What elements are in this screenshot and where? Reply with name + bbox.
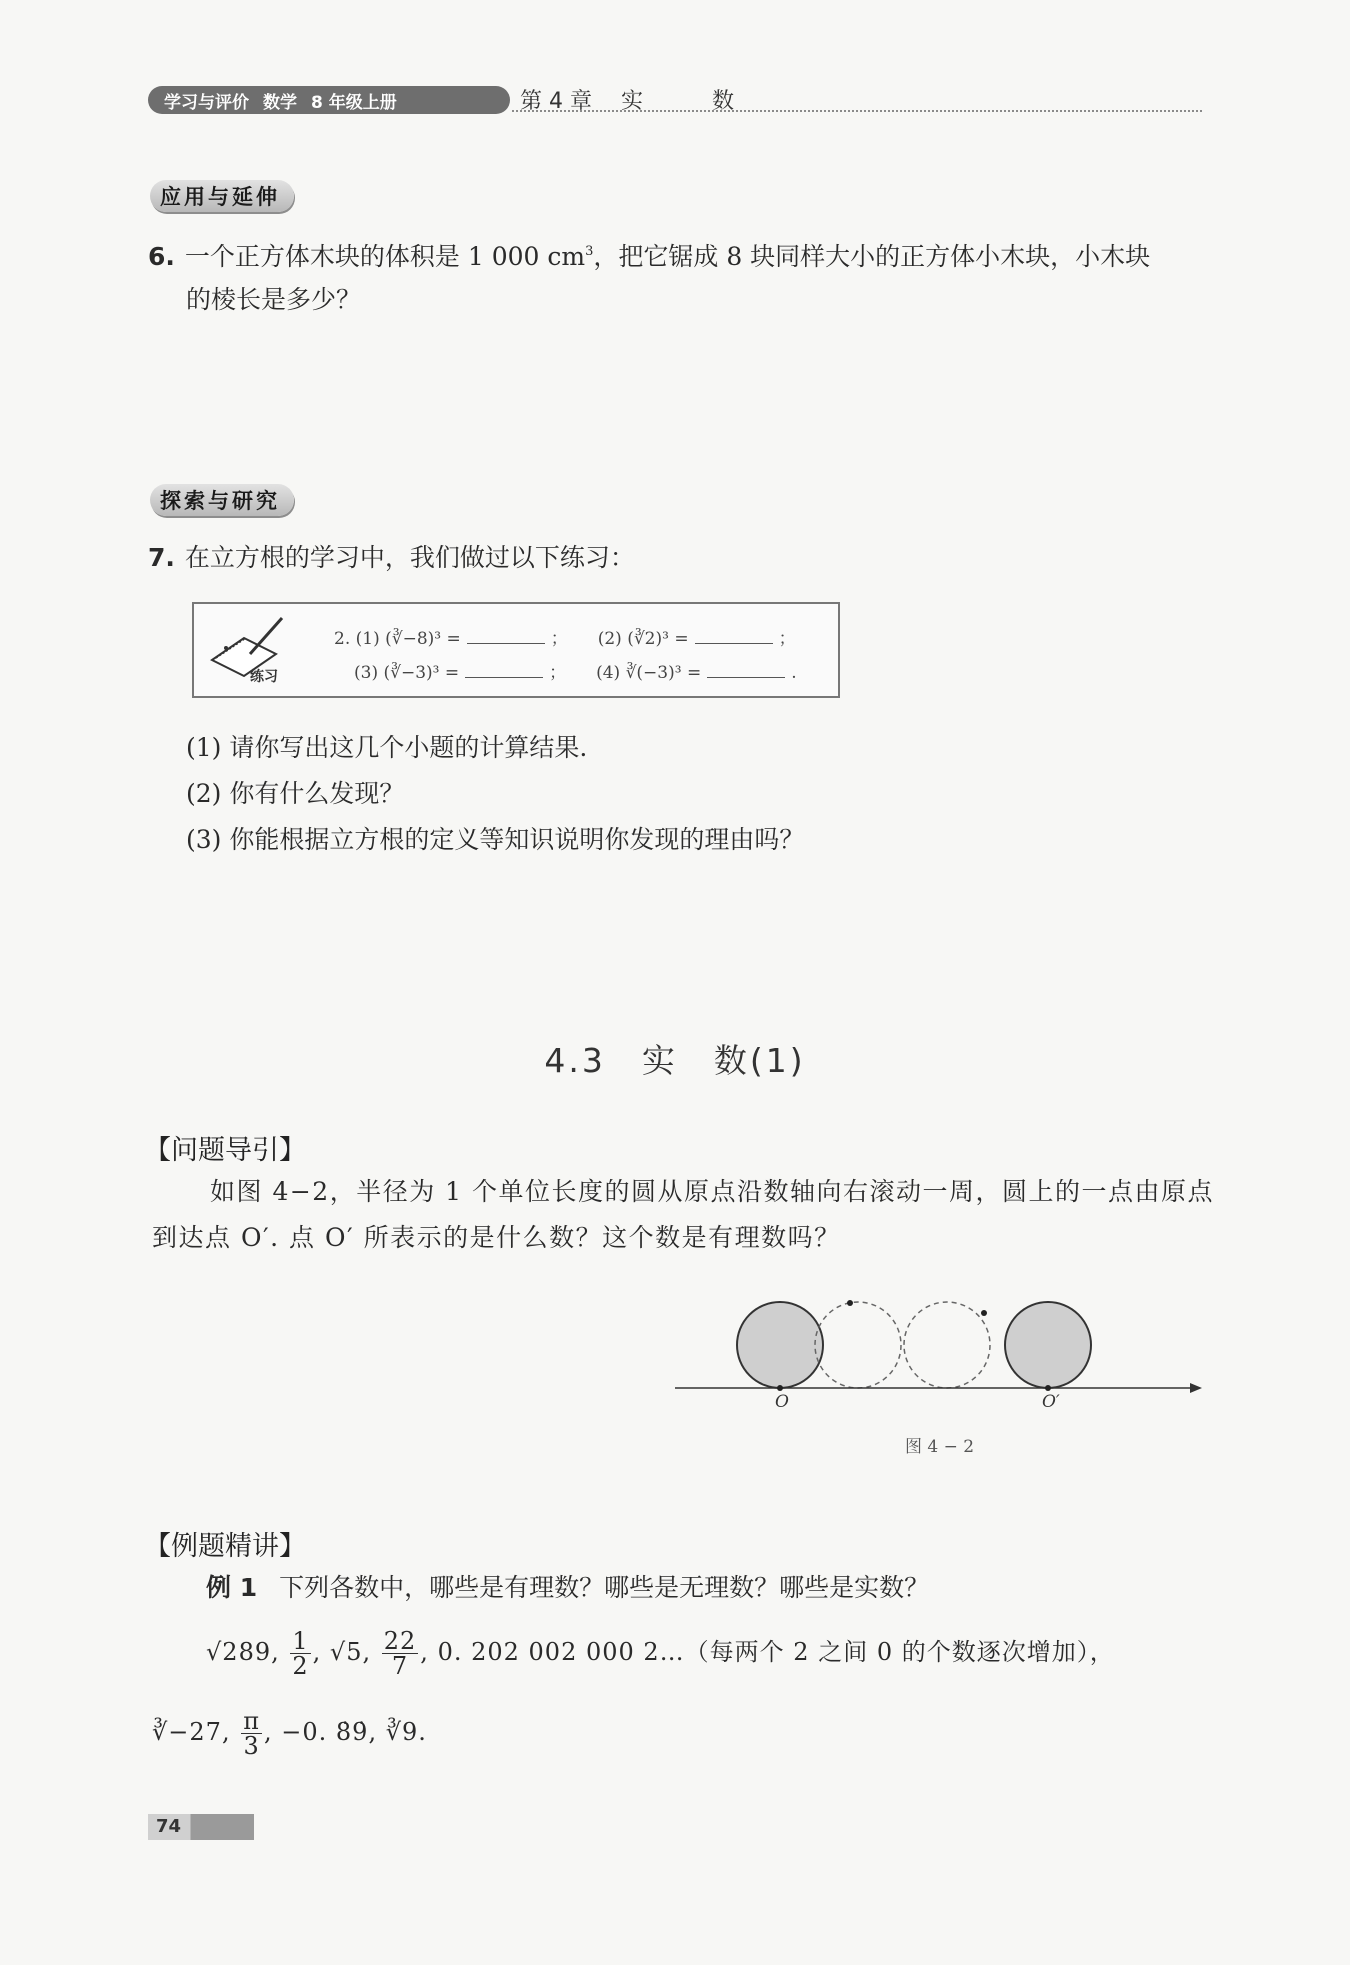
point-marker [847,1300,853,1306]
cube-root-9: ∛9. [385,1718,427,1746]
exercise-2: (2) (∛2)³ = [597,629,689,649]
header-rule [512,110,1202,112]
denominator: 2 [292,1652,309,1680]
repeating-decimal: −0. 8̇9̇ [281,1718,369,1746]
answer-blank [707,677,785,678]
denominator: 3 [243,1732,260,1760]
exercise-1: 2. (1) (∛−8)³ = [334,629,461,649]
question-6-text-a: 一个正方体木块的体积是 1 000 cm [184,242,586,271]
separator: . [791,663,797,683]
answer-blank [695,643,773,644]
fraction-pi-3 [241,1709,262,1758]
decimal-and-note: 0. 202 002 000 2…（每两个 2 之间 0 的个数逐次增加）， [437,1638,1115,1666]
number-list-line-2: ∛−27, $\frac{\pi}{3}$ , −0. 8̇9̇, ∛9. [152,1707,427,1760]
circle-dashed-1 [815,1302,901,1388]
circle-end [1005,1302,1091,1388]
question-7-number: 7. [148,543,175,572]
answer-blank [465,677,543,678]
exercise-row-2 [354,658,797,683]
sub-question-3: (3) 你能根据立方根的定义等知识说明你发现的理由吗？ [186,825,805,854]
number-list-line-1: √289, $\frac{1}{2}$ , √5, $\frac{22}{7}$ , 0. 202 002 000 2…（每两个 2 之间 0 的个数逐次增加）， [206,1627,1115,1680]
sqrt-289: √289 [206,1638,272,1666]
figure-caption: 图 4 − 2 [905,1437,975,1457]
example-text: 下列各数中，哪些是有理数？哪些是无理数？哪些是实数？ [279,1573,930,1602]
fraction-22-7 [382,1629,419,1678]
cube-root-neg-27: ∛−27 [152,1718,222,1746]
question-6-line-1 [148,228,1150,281]
label-O: O [775,1392,789,1412]
fraction-one-half [290,1629,310,1678]
question-6-text-b: ，把它锯成 8 块同样大小的正方体小木块，小木块 [593,242,1151,271]
question-7 [148,534,635,582]
chapter-title-2: 数 [712,89,735,114]
question-6-number: 6. [148,242,175,271]
guide-line-2: 到达点 O′. 点 O′ 所表示的是什么数？这个数是有理数吗？ [152,1223,841,1252]
separator: ； [778,629,796,649]
section-badge-explore: 探索与研究 [150,484,294,516]
axis-arrow [1190,1383,1202,1393]
chapter-title-1: 实 [620,89,643,114]
lesson-title: 4.3 实 数(1) [544,1041,806,1080]
guide-heading: 【问题导引】 [144,1135,306,1166]
answer-blank [467,643,545,644]
example-1 [206,1564,929,1612]
header-bar [148,86,510,114]
example-heading: 【例题精讲】 [144,1531,306,1562]
question-7-text: 在立方根的学习中，我们做过以下练习： [184,543,635,572]
sqrt-5: √5 [329,1638,363,1666]
exercise-row-1 [334,624,796,649]
exercise-box [192,602,840,698]
subject: 数学 [263,92,297,113]
sub-question-1: (1) 请你写出这几个小题的计算结果. [186,733,588,762]
exercise-3: (3) (∛−3)³ = [354,663,460,683]
page-number-tab [148,1814,254,1840]
question-6-line-2: 的棱长是多少？ [186,285,362,314]
section-badge-application: 应用与延伸 [150,180,294,212]
separator: ； [550,629,568,649]
page-number: 74 [156,1816,182,1837]
sub-question-2: (2) 你有什么发现？ [186,779,405,808]
cube-superscript: 3 [585,244,594,259]
numerator: π [243,1707,260,1735]
o-prime-point [1045,1385,1051,1391]
guide-line-1: 如图 4−2，半径为 1 个单位长度的圆从原点沿数轴向右滚动一周，圆上的一点由原点 [210,1177,1215,1206]
exercise-icon-label: 练习 [250,669,278,685]
grade: 8 年级上册 [311,92,397,113]
numerator: 22 [383,1627,417,1655]
circle-dashed-2 [904,1302,990,1388]
book-series: 学习与评价 [164,92,249,113]
example-label: 例 1 [206,1573,258,1602]
circle-start [737,1302,823,1388]
separator: ； [549,663,567,683]
point-marker [981,1310,987,1316]
denominator: 7 [391,1652,409,1680]
label-O-prime: O′ [1042,1392,1060,1412]
numerator: 1 [292,1627,309,1655]
exercise-4: (4) ∛(−3)³ = [596,663,702,683]
chapter-label: 第 4 章 [520,89,592,114]
rolling-circle-figure [670,1285,1210,1435]
origin-point [777,1385,783,1391]
